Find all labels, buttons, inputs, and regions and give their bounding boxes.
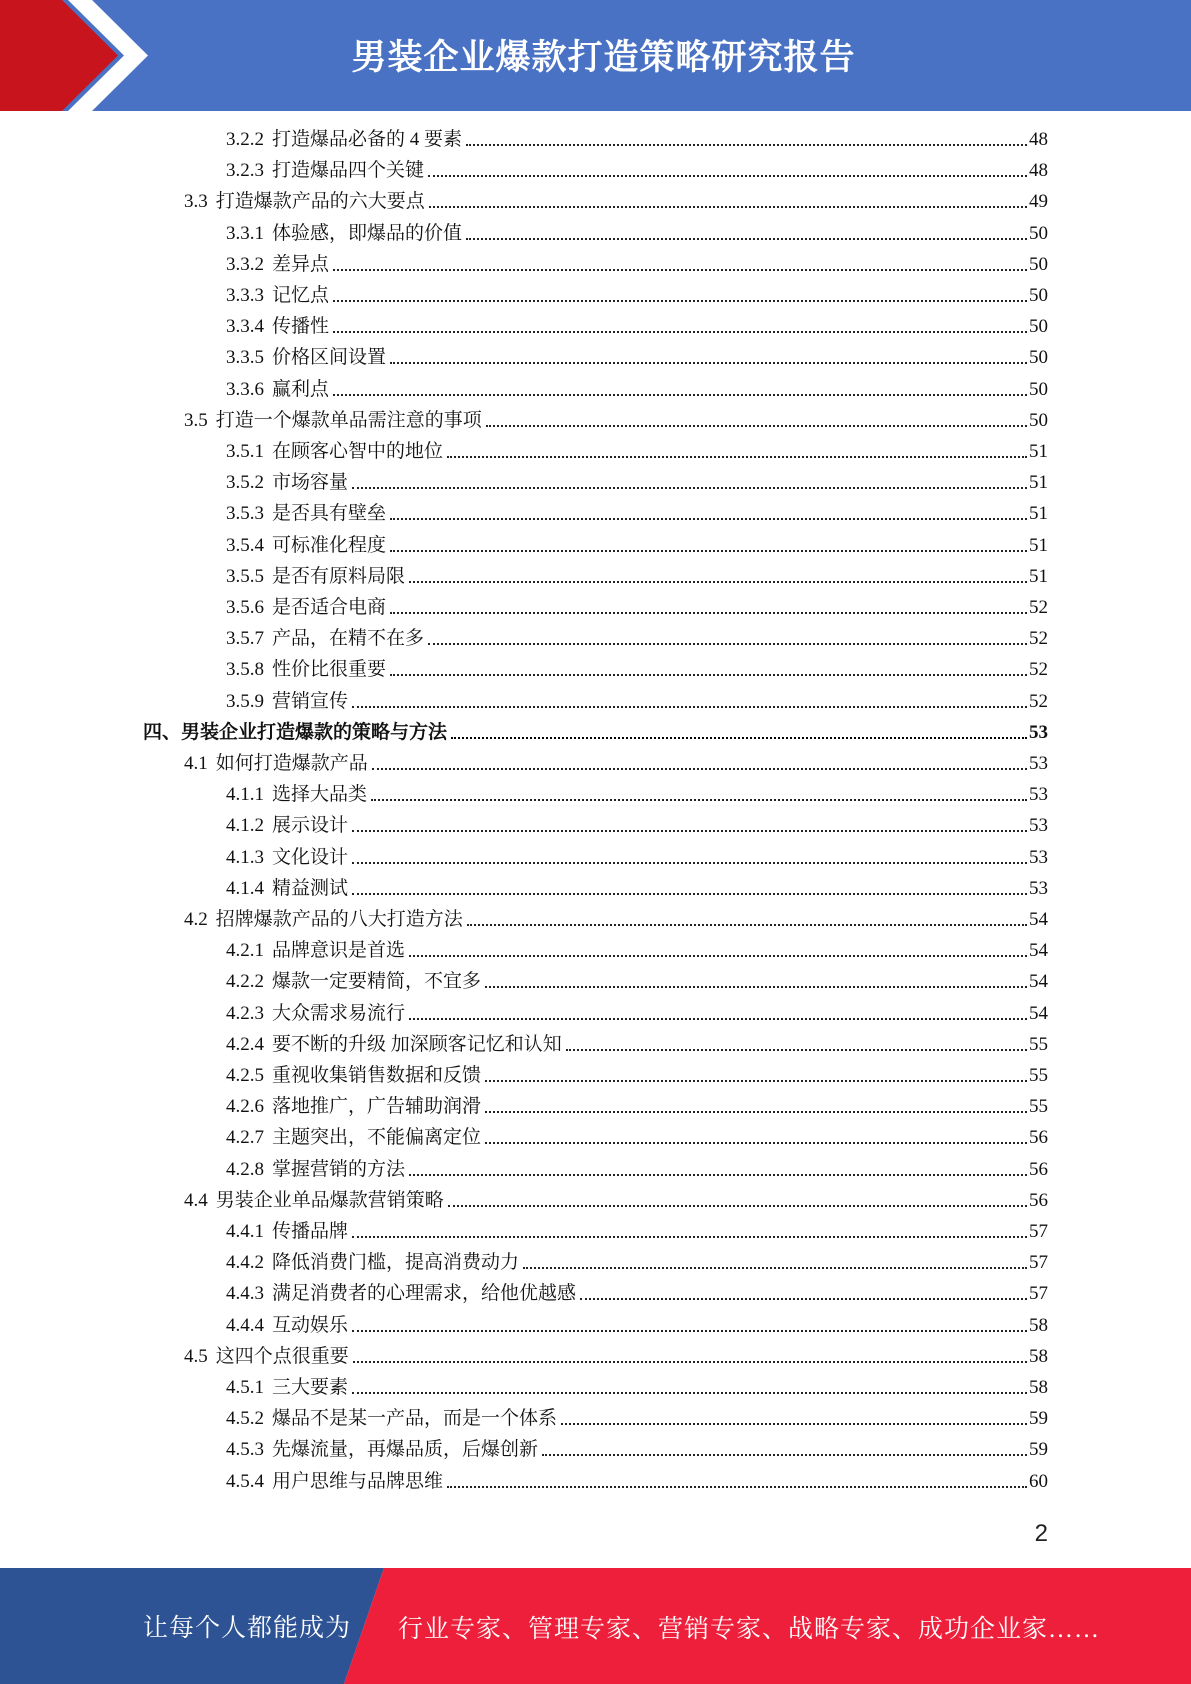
toc-dot-leader (466, 238, 1027, 240)
toc-entry[interactable] (226, 1001, 1048, 1027)
toc-entry-title: 价格区间设置 (272, 347, 387, 368)
toc-entry-number: 4.5.2 (226, 1408, 264, 1429)
toc-entry-title: 是否有原料局限 (272, 566, 406, 587)
report-title: 男装企业爆款打造策略研究报告 (351, 38, 856, 78)
toc-entry-title: 记忆点 (272, 285, 330, 306)
toc-entry[interactable] (226, 1250, 1048, 1276)
toc-dot-leader (409, 1018, 1027, 1020)
toc-entry-page: 51 (1029, 535, 1048, 556)
toc-entry-page: 56 (1029, 1190, 1048, 1211)
toc-entry[interactable] (226, 470, 1048, 496)
toc-entry-number: 3.5.3 (226, 503, 264, 524)
toc-dot-leader (428, 643, 1027, 645)
toc-entry-page: 57 (1029, 1283, 1048, 1304)
page-footer (0, 1568, 1191, 1684)
toc-entry-title: 市场容量 (272, 472, 349, 493)
toc-entry-number: 3.5.7 (226, 628, 264, 649)
toc-entry-page: 50 (1029, 254, 1048, 275)
toc-entry-page: 48 (1029, 129, 1048, 150)
toc-entry[interactable] (226, 1125, 1048, 1151)
toc-entry-page: 50 (1029, 379, 1048, 400)
toc-entry-number: 3.5.9 (226, 691, 264, 712)
toc-entry-page: 58 (1029, 1315, 1048, 1336)
toc-entry[interactable] (226, 1375, 1048, 1401)
toc-dot-leader (352, 1236, 1027, 1238)
toc-entry-page: 52 (1029, 691, 1048, 712)
toc-dot-leader (390, 362, 1027, 364)
toc-entry[interactable] (226, 845, 1048, 871)
toc-dot-leader (409, 1174, 1027, 1176)
toc-entry-number: 3.2.3 (226, 160, 264, 181)
toc-dot-leader (390, 550, 1027, 552)
toc-entry-number: 3.5 (184, 410, 208, 431)
toc-entry[interactable] (226, 657, 1048, 683)
toc-dot-leader (428, 175, 1027, 177)
toc-dot-leader (447, 1486, 1027, 1488)
toc-entry-title: 爆款一定要精简，不宜多 (272, 971, 482, 992)
toc-entry-page: 58 (1029, 1346, 1048, 1367)
toc-entry[interactable] (226, 501, 1048, 527)
toc-dot-leader (352, 487, 1027, 489)
toc-dot-leader (561, 1423, 1027, 1425)
toc-entry[interactable] (226, 252, 1048, 278)
toc-entry-page: 59 (1029, 1408, 1048, 1429)
toc-entry-number: 4.4.1 (226, 1221, 264, 1242)
toc-dot-leader (486, 425, 1027, 427)
toc-entry-page: 50 (1029, 223, 1048, 244)
toc-dot-leader (466, 144, 1027, 146)
toc-entry[interactable] (226, 938, 1048, 964)
toc-entry-page: 50 (1029, 285, 1048, 306)
toc-entry-title: 打造一个爆款单品需注意的事项 (215, 410, 482, 431)
toc-entry-title: 要不断的升级 加深顾客记忆和认知 (272, 1034, 562, 1055)
toc-dot-leader (485, 1111, 1027, 1113)
toc-entry-number: 4.5.1 (226, 1377, 264, 1398)
toc-entry-title: 这四个点很重要 (215, 1346, 349, 1367)
toc-entry-number: 4.1 (184, 753, 208, 774)
toc-dot-leader (352, 862, 1027, 864)
toc-entry[interactable] (226, 1032, 1048, 1058)
toc-entry[interactable] (226, 439, 1048, 465)
toc-entry[interactable] (226, 689, 1048, 715)
toc-dot-leader (448, 1205, 1027, 1207)
toc-dot-leader (352, 1330, 1027, 1332)
footer-slogan-right: 行业专家、管理专家、营销专家、战略专家、成功企业家…… (398, 1616, 1101, 1643)
toc-entry-title: 招牌爆款产品的八大打造方法 (215, 909, 463, 930)
toc-dot-leader (542, 1454, 1027, 1456)
toc-entry-page: 51 (1029, 503, 1048, 524)
toc-dot-leader (451, 737, 1027, 739)
toc-entry-title: 传播性 (272, 316, 330, 337)
toc-dot-leader (352, 1392, 1027, 1394)
toc-entry-title: 体验感，即爆品的价值 (272, 223, 463, 244)
toc-entry-page: 53 (1029, 722, 1048, 743)
toc-entry-number: 3.3.4 (226, 316, 264, 337)
toc-entry[interactable] (226, 1281, 1048, 1307)
toc-entry[interactable] (226, 595, 1048, 621)
toc-entry-page: 56 (1029, 1127, 1048, 1148)
toc-dot-leader (447, 456, 1027, 458)
toc-entry-title: 爆品不是某一产品，而是一个体系 (272, 1408, 558, 1429)
toc-dot-leader (352, 893, 1027, 895)
toc-entry-page: 59 (1029, 1439, 1048, 1460)
page-header (0, 0, 1191, 111)
toc-entry-number: 4.2.4 (226, 1034, 264, 1055)
toc-entry-page: 51 (1029, 441, 1048, 462)
toc-entry-title: 大众需求易流行 (272, 1003, 406, 1024)
toc-entry[interactable] (184, 907, 1048, 933)
toc-entry-page: 55 (1029, 1096, 1048, 1117)
toc-entry[interactable] (184, 1188, 1048, 1214)
toc-dot-leader (372, 768, 1027, 770)
toc-entry[interactable] (226, 1406, 1048, 1432)
toc-dot-leader (429, 206, 1027, 208)
toc-entry-page: 55 (1029, 1065, 1048, 1086)
toc-entry-number: 3.3.2 (226, 254, 264, 275)
toc-entry-page: 53 (1029, 753, 1048, 774)
toc-entry-number: 3.5.4 (226, 535, 264, 556)
toc-entry[interactable] (226, 1219, 1048, 1245)
toc-entry[interactable] (184, 751, 1048, 777)
toc-entry-page: 52 (1029, 597, 1048, 618)
toc-entry-number: 3.3.1 (226, 223, 264, 244)
toc-entry-title: 选择大品类 (272, 784, 368, 805)
toc-entry[interactable] (226, 564, 1048, 590)
toc-entry[interactable] (226, 1469, 1048, 1495)
toc-entry-number: 4.5.3 (226, 1439, 264, 1460)
toc-dot-leader (352, 830, 1027, 832)
toc-dot-leader (333, 300, 1027, 302)
toc-dot-leader (467, 924, 1027, 926)
toc-entry-title: 差异点 (272, 254, 330, 275)
toc-entry-title: 产品，在精不在多 (272, 628, 425, 649)
toc-entry[interactable] (226, 158, 1048, 184)
toc-entry[interactable] (184, 189, 1048, 215)
toc-entry-page: 53 (1029, 847, 1048, 868)
toc-entry-title: 如何打造爆款产品 (215, 753, 368, 774)
toc-entry-title: 打造爆品必备的 4 要素 (272, 129, 463, 150)
toc-entry-number: 3.3 (184, 191, 208, 212)
toc-entry[interactable] (226, 876, 1048, 902)
toc-entry[interactable] (226, 283, 1048, 309)
toc-entry[interactable] (226, 345, 1048, 371)
toc-entry-page: 58 (1029, 1377, 1048, 1398)
toc-entry-page: 54 (1029, 1003, 1048, 1024)
toc-entry[interactable] (226, 1094, 1048, 1120)
toc-entry-number: 4.2.7 (226, 1127, 264, 1148)
toc-dot-leader (523, 1267, 1027, 1269)
toc-entry-number: 4.4.2 (226, 1252, 264, 1273)
toc-entry-title: 降低消费门槛，提高消费动力 (272, 1252, 520, 1273)
toc-entry-title: 是否具有壁垒 (272, 503, 387, 524)
toc-entry-title: 男装企业单品爆款营销策略 (215, 1190, 444, 1211)
toc-entry-page: 57 (1029, 1252, 1048, 1273)
toc-entry[interactable] (226, 626, 1048, 652)
toc-entry-title: 性价比很重要 (272, 659, 387, 680)
toc-entry-number: 3.3.5 (226, 347, 264, 368)
toc-dot-leader (485, 1080, 1027, 1082)
toc-entry-page: 53 (1029, 815, 1048, 836)
toc-dot-leader (333, 394, 1027, 396)
toc-entry[interactable] (226, 314, 1048, 340)
toc-entry-page: 52 (1029, 628, 1048, 649)
toc-entry[interactable] (184, 408, 1048, 434)
toc-entry-number: 4.1.3 (226, 847, 264, 868)
toc-dot-leader (485, 986, 1027, 988)
toc-entry-title: 主题突出，不能偏离定位 (272, 1127, 482, 1148)
toc-dot-leader (333, 331, 1027, 333)
toc-entry-number: 4.1.1 (226, 784, 264, 805)
toc-entry-title: 四、男装企业打造爆款的策略与方法 (143, 722, 448, 743)
toc-entry[interactable] (184, 1344, 1048, 1370)
toc-entry-title: 在顾客心智中的地位 (272, 441, 444, 462)
toc-entry[interactable] (226, 221, 1048, 247)
toc-entry-page: 52 (1029, 659, 1048, 680)
toc-entry-page: 54 (1029, 971, 1048, 992)
toc-dot-leader (580, 1298, 1027, 1300)
toc-entry-title: 落地推广，广告辅助润滑 (272, 1096, 482, 1117)
toc-entry-page: 51 (1029, 566, 1048, 587)
toc-dot-leader (409, 581, 1027, 583)
toc-entry-page: 53 (1029, 784, 1048, 805)
toc-entry-page: 56 (1029, 1159, 1048, 1180)
toc-entry-title: 互动娱乐 (272, 1315, 349, 1336)
toc-entry-title: 掌握营销的方法 (272, 1159, 406, 1180)
toc-entry-title: 文化设计 (272, 847, 349, 868)
toc-entry-title: 先爆流量，再爆品质，后爆创新 (272, 1439, 539, 1460)
toc-entry-number: 4.2.3 (226, 1003, 264, 1024)
toc-entry-title: 是否适合电商 (272, 597, 387, 618)
toc-entry-number: 4.2.1 (226, 940, 264, 961)
toc-entry-number: 4.2.5 (226, 1065, 264, 1086)
toc-entry-page: 51 (1029, 472, 1048, 493)
toc-entry[interactable] (226, 782, 1048, 808)
toc-entry-title: 打造爆款产品的六大要点 (215, 191, 425, 212)
toc-entry-number: 3.5.5 (226, 566, 264, 587)
toc-entry-title: 营销宣传 (272, 691, 349, 712)
toc-entry-title: 重视收集销售数据和反馈 (272, 1065, 482, 1086)
toc-entry-page: 54 (1029, 940, 1048, 961)
toc-entry-title: 展示设计 (272, 815, 349, 836)
toc-entry-number: 4.1.2 (226, 815, 264, 836)
toc-entry-title: 精益测试 (272, 878, 349, 899)
toc-entry[interactable] (143, 720, 1048, 746)
toc-entry-number: 4.2.2 (226, 971, 264, 992)
toc-entry-number: 4.1.4 (226, 878, 264, 899)
toc-dot-leader (333, 269, 1027, 271)
toc-entry-page: 50 (1029, 347, 1048, 368)
toc-dot-leader (390, 612, 1027, 614)
toc-entry-page: 54 (1029, 909, 1048, 930)
toc-dot-leader (390, 674, 1027, 676)
toc-entry-title: 品牌意识是首选 (272, 940, 406, 961)
toc-entry-title: 打造爆品四个关键 (272, 160, 425, 181)
toc-entry-number: 4.2.6 (226, 1096, 264, 1117)
toc-entry[interactable] (226, 1437, 1048, 1463)
toc-entry[interactable] (226, 127, 1048, 153)
toc-entry-title: 三大要素 (272, 1377, 349, 1398)
toc-entry[interactable] (226, 377, 1048, 403)
toc-entry-number: 4.4.4 (226, 1315, 264, 1336)
toc-entry-number: 4.5.4 (226, 1471, 264, 1492)
toc-dot-leader (352, 706, 1027, 708)
toc-entry-number: 4.4.3 (226, 1283, 264, 1304)
toc-entry-page: 50 (1029, 316, 1048, 337)
toc-entry-title: 满足消费者的心理需求，给他优越感 (272, 1283, 577, 1304)
toc-entry-number: 3.2.2 (226, 129, 264, 150)
toc-entry[interactable] (226, 813, 1048, 839)
toc-entry-title: 用户思维与品牌思维 (272, 1471, 444, 1492)
toc-dot-leader (409, 955, 1027, 957)
toc-entry[interactable] (226, 533, 1048, 559)
toc-entry-number: 3.3.6 (226, 379, 264, 400)
toc-entry-page: 48 (1029, 160, 1048, 181)
toc-dot-leader (353, 1361, 1027, 1363)
toc-entry[interactable] (226, 969, 1048, 995)
toc-dot-leader (371, 799, 1027, 801)
toc-entry-number: 4.2 (184, 909, 208, 930)
toc-dot-leader (390, 518, 1027, 520)
toc-entry-number: 3.5.8 (226, 659, 264, 680)
toc-dot-leader (485, 1142, 1027, 1144)
toc-entry[interactable] (226, 1157, 1048, 1183)
toc-entry-title: 传播品牌 (272, 1221, 349, 1242)
toc-entry-number: 4.4 (184, 1190, 208, 1211)
toc-dot-leader (566, 1049, 1027, 1051)
toc-entry-number: 4.5 (184, 1346, 208, 1367)
toc-entry[interactable] (226, 1313, 1048, 1339)
toc-entry-number: 3.5.6 (226, 597, 264, 618)
toc-entry-page: 49 (1029, 191, 1048, 212)
toc-entry-number: 3.3.3 (226, 285, 264, 306)
toc-entry-page: 57 (1029, 1221, 1048, 1242)
toc-entry-number: 4.2.8 (226, 1159, 264, 1180)
toc-entry-page: 60 (1029, 1471, 1048, 1492)
toc-entry-title: 赢利点 (272, 379, 330, 400)
toc-entry[interactable] (226, 1063, 1048, 1089)
toc-entry-title: 可标准化程度 (272, 535, 387, 556)
toc-entry-number: 3.5.1 (226, 441, 264, 462)
page-number: 2 (1034, 1520, 1048, 1547)
toc-entry-page: 55 (1029, 1034, 1048, 1055)
toc-entry-number: 3.5.2 (226, 472, 264, 493)
footer-slogan-left: 让每个人都能成为 (143, 1615, 352, 1642)
toc-entry-page: 53 (1029, 878, 1048, 899)
toc-entry-page: 50 (1029, 410, 1048, 431)
